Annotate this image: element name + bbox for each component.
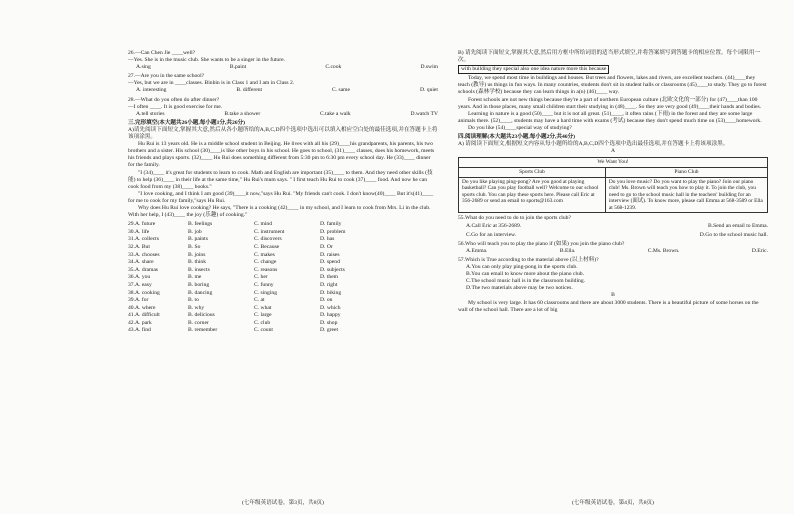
cloze-option: D. happy <box>320 312 341 319</box>
cloze-option: D. right <box>320 281 338 288</box>
q27-reply: —Yes, but we are in ____classes. Binbin is in Class 1 and I am in Class 2. <box>128 80 295 87</box>
section-3-instructions: A)请先阅读下面短文,掌握其大意,然后从各小题所给的A,B,C,D四个选项中选出可以填入相应空白处的最佳选项,并在答题卡上将该项涂黑。 <box>128 126 438 141</box>
cloze-option: 42.A. park <box>128 319 152 326</box>
cloze-option: B. remember <box>188 327 218 334</box>
cloze-option: 43.A. find <box>128 327 151 334</box>
cloze-option: 29.A. future <box>128 221 156 228</box>
q56-option-d: D.Eric. <box>751 247 768 254</box>
cloze-option: C. singing <box>254 289 278 296</box>
cloze-option: B. think <box>188 259 207 266</box>
q56-option-c: C.Ms. Brown. <box>647 247 680 254</box>
cloze-option: 38.A. cooking <box>128 289 160 296</box>
cloze-option: D. raises <box>320 251 340 258</box>
passage-b-label: B <box>611 292 615 299</box>
q27-stem: 27.—Are you in the same school? <box>128 73 205 80</box>
cloze-option: 41.A. difficult <box>128 312 160 319</box>
sports-club-cell: Do you like playing ping-pong? Are you good at playing basketball? Can you play football well? Welcome to our school sports club. You can play these sports here. Please call Eric at 356-2689 or send an email to sports@163.com <box>459 177 606 213</box>
q27-option-b: B. different <box>236 87 263 94</box>
cloze-option: D. has <box>320 236 335 243</box>
q28-stem: 28.—What do you often do after dinner? <box>128 96 220 103</box>
cloze-option: 30.A. life <box>128 228 150 235</box>
cloze-option: C. discovers <box>254 236 282 243</box>
cloze-paragraph-4: Why does Hu Rui love cooking? He says, "There is a cooking (42)____ in my school, and I learn to cook from Mrs. Li in the club. With her help, I (43)____ the joy (乐趣) of cooking." <box>128 204 431 219</box>
left-column <box>128 50 438 335</box>
section-4-instructions: A) 请阅读下面短文,根据短文内容从每小题所给的A,B,C,D四个选项中选出最佳选项,并在答题卡上将该项涂黑。 <box>458 141 729 148</box>
cloze-option: B. delicious <box>188 312 215 319</box>
cloze-option: C. what <box>254 304 272 311</box>
cloze-option: C. club <box>254 319 271 326</box>
cloze-option: B. boring <box>188 281 210 288</box>
table-header-sports: Sports Club <box>459 167 606 177</box>
cloze-option: D. biking <box>320 289 342 296</box>
section-b-instructions: B) 请先阅读下面短文,掌握其大意,然后用方框中所给词语的适当形式填空,并将答案填写到答题卡的相应位置。每个词限用一次。 <box>458 50 761 64</box>
q27-option-a: A. interesting <box>136 87 167 94</box>
q55-option-b: B.Send an email to Emma. <box>708 222 768 229</box>
cloze-option: D. Or <box>320 243 333 250</box>
cloze-options-grid <box>128 221 438 335</box>
clubs-table <box>458 157 768 213</box>
q57-stem: 57.Which is True according to the material above (以上材料)? <box>458 256 599 263</box>
cloze-option: D. on <box>320 297 333 304</box>
q57-option-c: C.The school music hall is in the classroom building. <box>466 278 586 285</box>
cloze-option: D. family <box>320 221 342 228</box>
q26-option-c: C.cook <box>325 64 342 71</box>
q55-options-row-1 <box>458 223 768 230</box>
q57-option-b: B.You can email to know more about the piano club. <box>466 271 584 278</box>
cloze-option: C. mind <box>254 221 273 228</box>
q27-option-c: C. same <box>331 87 351 94</box>
q26-reply: —Yes. She is in the music club. She wants to be a singer in the future. <box>128 57 285 64</box>
q28-option-c: C.take a walk <box>320 110 351 117</box>
q56-option-b: B.Ella. <box>559 247 576 254</box>
cloze-option: 33.A. chooses <box>128 251 160 258</box>
cloze-option: D. which <box>320 304 341 311</box>
q26-option-d: D.swim <box>420 64 438 71</box>
q28-options <box>128 111 438 118</box>
cloze-option: C. instrument <box>254 228 285 235</box>
section-4-heading: 四.阅读理解(本大题共23小题,每小题2分,共46分) <box>458 134 575 141</box>
q57-option-d: D.The two materials above may be two notices. <box>466 285 573 292</box>
q26-options <box>128 64 438 71</box>
cloze-option: B. why <box>188 304 205 311</box>
cloze-paragraph-2: "I (34)____ it's great for students to learn to cook. Math and English are important (35)____ to them. And they need other skills (技能) to help (36)____ in their life at the same time," Hu Rui's mum says. " I first teach Hu Rui to cook (37)____ food. And now he can cook food from my (38)____ books." <box>128 169 433 190</box>
left-page-footer: (七年级英语试卷，第3页，共8页) <box>241 500 325 506</box>
cloze-option: B. paints <box>188 236 208 243</box>
cloze-option: 34.A. share <box>128 259 154 266</box>
cloze-option: 31.A. collects <box>128 236 159 243</box>
q27-option-d: D. quiet <box>419 87 438 94</box>
q28-option-a: A.tell stories <box>136 110 165 117</box>
cloze-option: C. Because <box>254 243 280 250</box>
q26-option-b: B.paint <box>229 64 247 71</box>
passage-a-label: A <box>610 148 616 155</box>
question-27 <box>128 73 438 94</box>
cloze-option: B. joins <box>188 251 206 258</box>
q55-option-c: C.Go for an interview. <box>466 231 517 238</box>
cloze-option: 37.A. easy <box>128 281 152 288</box>
cloze-option: C. count <box>254 327 273 334</box>
cloze-option: B. job <box>188 228 202 235</box>
b-paragraph-4: Do you like (54)____special way of studying? <box>468 124 572 131</box>
q28-option-b: B.take a shower <box>224 110 261 117</box>
cloze-option: C. reasons <box>254 266 278 273</box>
b-paragraph-1: Today, we spend most time in buildings and houses. But trees and flowers, lakes and rivers, are excellent teachers. (44)____they teach (教导) us things in fun ways. In many countries, students don't sit in student halls or classrooms (45)____to study. They go to forest schools (森林学校) because they can learn things in a(n) (46)____ way. <box>458 75 767 96</box>
cloze-option: D. spend <box>320 259 340 266</box>
cloze-option: B. corner <box>188 319 209 326</box>
q26-stem: 26.—Can Chen Jie ____well? <box>128 50 196 56</box>
q28-option-d: D.watch TV <box>410 110 438 117</box>
word-box: with building they special also one idea nature more this because <box>458 65 609 74</box>
passage-b-text: My school is very large. It has 60 classrooms and there are about 3000 students. There is a beautiful picture of some horses on the wall of the school hall. There are a lot of big <box>458 299 759 313</box>
right-column <box>458 50 768 314</box>
cloze-paragraph-1: Hu Rui is 13 years old. He is a middle school student in Beijing. He lives with all his (29)____his grandparents, his parents, his two brothers and a sister. His school (30)____is like other boys in his school. He goes to school, (31)____ classes, does his homework, meets his friends and plays sports. (32)____ Hu Rui does something different from 5:30 pm to 6:30 pm every school day. He (33)____ dinner for the family. <box>128 141 435 169</box>
cloze-option: 35.A. dramas <box>128 266 158 273</box>
table-header-piano: Piano Club <box>605 167 767 177</box>
piano-club-cell: Do you love music? Do you want to play the piano? Join our piano club! Ms. Brown will teach you how to play it. To join the club, you need to go to the school music hall in the teachers' building for an interview (面试). To know more, please call Emma at 568-3589 or Ella at 568-1239. <box>605 177 767 213</box>
cloze-option: D. shop <box>320 319 338 326</box>
q57-option-a: A.You can only play ping-pong in the sports club. <box>466 264 578 271</box>
q28-reply: —I often ____. It is good exercise for me. <box>128 103 223 110</box>
q55-option-d: D.Go to the school music hall. <box>699 231 768 238</box>
right-page-footer: (七年级英语试卷，第4页，共8页) <box>571 500 655 506</box>
cloze-option: B. feelings <box>188 221 213 228</box>
cloze-option: 39.A. for <box>128 297 149 304</box>
q55-option-a: A.Call Eric at 356-2689. <box>466 222 522 229</box>
b-paragraph-3: Learning in nature is a good (50)____ but it is not all great. (51)____, it often rains (下雨) in the forest and they are some large animals there. (52)____, students may have a hard time with exams (考试) because they don't spend much time on (53)____homework. <box>458 110 762 124</box>
cloze-option: 40.A. where <box>128 304 156 311</box>
cloze-option: B. insects <box>188 266 210 273</box>
q55-options-row-2 <box>458 232 768 239</box>
cloze-option: 36.A. you <box>128 274 151 281</box>
q56-stem: 56.Who will teach you to play the piano if (如果) you join the piano club? <box>458 240 625 247</box>
cloze-option: C. large <box>254 312 272 319</box>
cloze-option: D. problem <box>320 228 346 235</box>
cloze-option: C. makes <box>254 251 275 258</box>
cloze-option: D. greet <box>320 327 339 334</box>
cloze-option: 32.A. But <box>128 243 150 250</box>
cloze-option: B. me <box>188 274 202 281</box>
cloze-option: C. funny <box>254 281 274 288</box>
cloze-option: B. So <box>188 243 201 250</box>
q56-option-a: A.Emma. <box>466 247 488 254</box>
cloze-option: D. subjects <box>320 266 345 273</box>
q55-stem: 55.What do you need to do to join the sports club? <box>458 215 571 222</box>
question-26 <box>128 50 438 71</box>
cloze-option: C. her <box>254 274 268 281</box>
cloze-paragraph-3: "I love cooking, and I think I am good (39)____it now,"says Hu Rui. "My friends can't cook. I don't know(40)____ But it's(41)____ for me to cook for my family,"says Hu Rui. <box>128 190 434 204</box>
table-title: We Want You! <box>459 158 768 168</box>
cloze-option: C. at <box>254 297 265 304</box>
section-3-heading: 三.完形填空(本大题共26小题,每小题1分,共26分) <box>128 119 245 126</box>
b-paragraph-2: Forest schools are not new things because they're a part of northern European culture (北欧文化的一部分) for (47)____than 100 years. And in those places, many small children start their studying in (48)____. So they are very good (49)____their hands and bodies. <box>458 96 762 110</box>
q26-option-a: A.sing <box>136 64 151 71</box>
cloze-option: C. change <box>254 259 277 266</box>
cloze-option: B. to <box>188 297 199 304</box>
cloze-option: D. them <box>320 274 339 281</box>
q27-options <box>128 87 438 94</box>
cloze-option: B. dancing <box>188 289 213 296</box>
question-28 <box>128 97 438 118</box>
q56-options <box>458 248 768 255</box>
